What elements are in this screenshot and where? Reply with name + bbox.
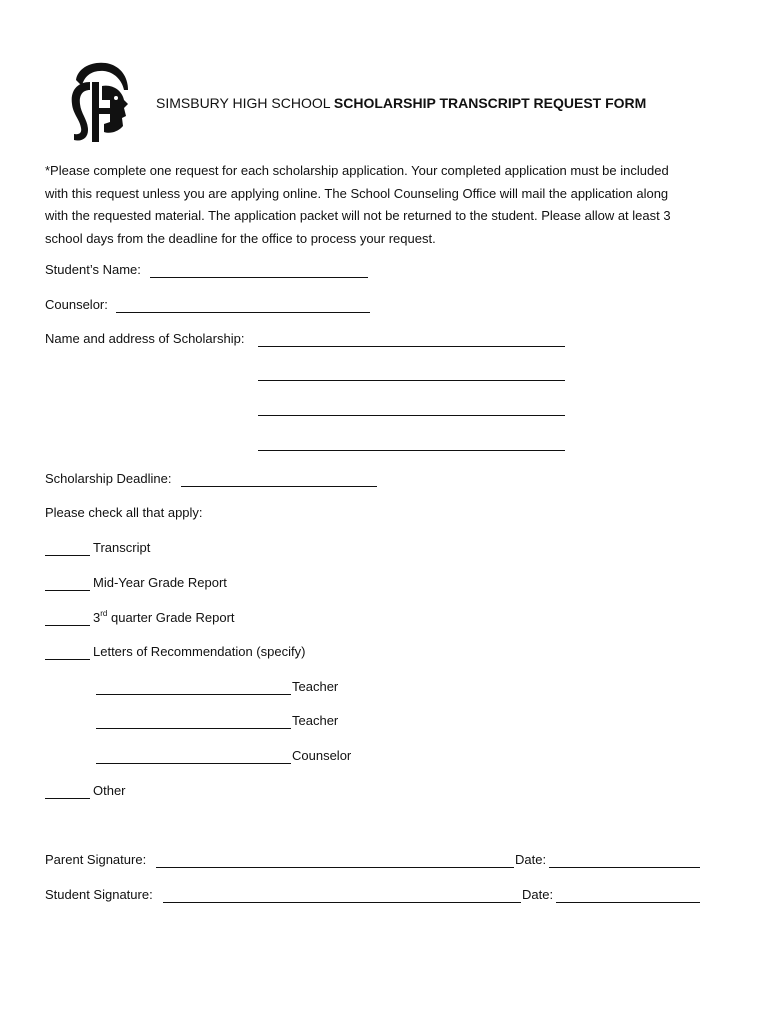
form-title-bold: SCHOLARSHIP TRANSCRIPT REQUEST FORM xyxy=(333,95,647,111)
deadline-blank[interactable] xyxy=(181,486,377,487)
instructions-line: school days from the deadline for the office to process your request. xyxy=(45,230,436,246)
scholarship-blank-2[interactable] xyxy=(258,380,565,381)
parent-date-blank[interactable] xyxy=(549,867,700,868)
letters-option: Letters of Recommendation (specify) xyxy=(93,644,306,659)
third-quarter-number: 3 xyxy=(93,610,101,625)
student-signature-label: Student Signature: xyxy=(45,887,153,902)
third-quarter-text: quarter Grade Report xyxy=(110,610,235,625)
student-name-label: Student’s Name: xyxy=(45,262,141,277)
deadline-label: Scholarship Deadline: xyxy=(45,471,172,486)
scholarship-label: Name and address of Scholarship: xyxy=(45,331,245,346)
parent-signature-label: Parent Signature: xyxy=(45,852,147,867)
instructions-line: with this request unless you are applying online. The School Counseling Office will mail the application along xyxy=(45,185,669,201)
teacher-2-label: Teacher xyxy=(292,713,339,728)
counselor-rec-label: Counselor xyxy=(292,748,352,763)
parent-signature-blank[interactable] xyxy=(156,867,514,868)
letters-checkbox-blank[interactable] xyxy=(45,659,90,660)
student-date-label: Date: xyxy=(522,887,554,902)
counselor-rec-blank[interactable] xyxy=(96,763,291,764)
scholarship-blank-1[interactable] xyxy=(258,346,565,347)
counselor-label: Counselor: xyxy=(45,297,108,312)
other-option: Other xyxy=(93,783,126,798)
school-name: SIMSBURY HIGH SCHOOL xyxy=(156,95,331,111)
midyear-checkbox-blank[interactable] xyxy=(45,590,90,591)
instructions-line: with the requested material. The application packet will not be returned to the student. Please allow at least 3 xyxy=(45,208,671,223)
teacher-2-blank[interactable] xyxy=(96,728,291,729)
counselor-blank[interactable] xyxy=(116,312,370,313)
third-quarter-option xyxy=(93,610,235,626)
parent-date-label: Date: xyxy=(515,852,547,867)
third-quarter-checkbox-blank[interactable] xyxy=(45,625,90,626)
transcript-option: Transcript xyxy=(93,540,151,555)
transcript-checkbox-blank[interactable] xyxy=(45,555,90,556)
third-quarter-suffix: rd xyxy=(100,609,108,618)
form-title xyxy=(156,94,646,112)
instructions-paragraph xyxy=(45,160,735,250)
spartan-helmet-logo-icon xyxy=(66,60,132,144)
scholarship-blank-4[interactable] xyxy=(258,450,565,451)
midyear-option: Mid-Year Grade Report xyxy=(93,575,227,590)
student-date-blank[interactable] xyxy=(556,902,700,903)
student-name-blank[interactable] xyxy=(150,277,368,278)
instructions-line: *Please complete one request for each scholarship application. Your completed application must be included xyxy=(45,163,669,178)
check-prompt: Please check all that apply: xyxy=(45,505,203,520)
student-signature-blank[interactable] xyxy=(163,902,521,903)
other-checkbox-blank[interactable] xyxy=(45,798,90,799)
teacher-1-blank[interactable] xyxy=(96,694,291,695)
scholarship-blank-3[interactable] xyxy=(258,415,565,416)
teacher-1-label: Teacher xyxy=(292,679,339,694)
